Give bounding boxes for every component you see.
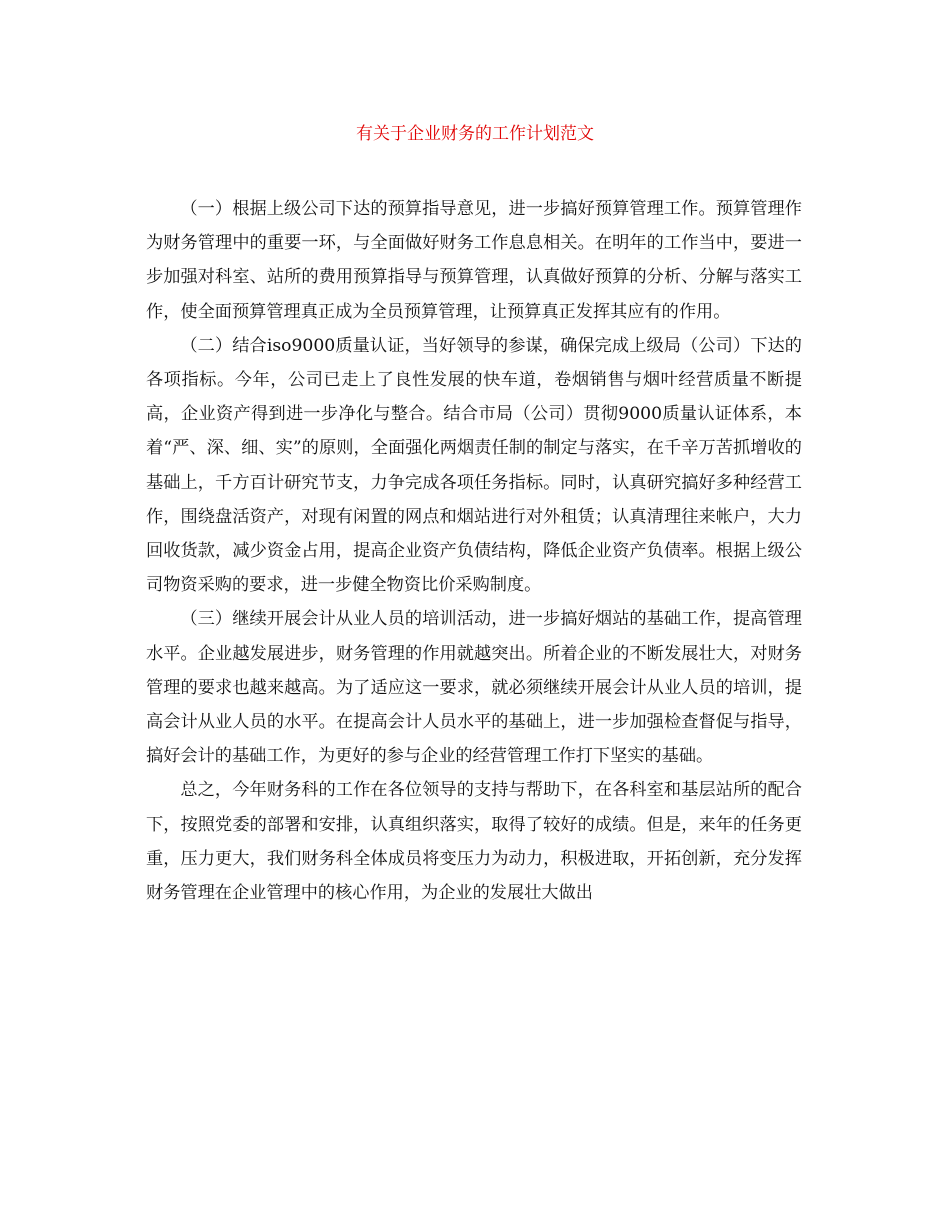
paragraph-accountant-training: （三）继续开展会计从业人员的培训活动，进一步搞好烟站的基础工作，提高管理水平。企业越发展进步，财务管理的作用就越突出。所着企业的不断发展壮大，对财务管理的要求也越来越高。为了适应这一要求，就必须继续开展会计从业人员的培训，提高会计从业人员的水平。在提高会计人员水平的基础上，进一步加强检查督促与指导，搞好会计的基础工作，为更好的参与企业的经营管理工作打下坚实的基础。 bbox=[146, 609, 802, 767]
paragraph-quality-certification: （二）结合iso9000质量认证，当好领导的参谋，确保完成上级局（公司）下达的各项指标。今年，公司已走上了良性发展的快车道，卷烟销售与烟叶经营质量不断提高，企业资产得到进一步净化与整合。结合市局（公司）贯彻9000质量认证体系，本着“严、深、细、实”的原则，全面强化两烟责任制的制定与落实，在千辛万苦抓增收的基础上，千方百计研究节支，力争完成各项任务指标。同时，认真研究搞好多种经营工作，围绕盘活资产，对现有闲置的网点和烟站进行对外租赁；认真清理往来帐户，大力回收货款，减少资金占用，提高企业资产负债结构，降低企业资产负债率。根据上级公司物资采购的要求，进一步健全物资比价采购制度。 bbox=[146, 335, 802, 596]
paragraph-summary: 总之，今年财务科的工作在各位领导的支持与帮助下，在各科室和基层站所的配合下，按照党委的部署和安排，认真组织落实，取得了较好的成绩。但是，来年的任务更重，压力更大，我们财务科全体成员将变压力为动力，积极进取，开拓创新，充分发挥财务管理在企业管理中的核心作用，为企业的发展壮大做出 bbox=[146, 780, 802, 904]
document-body bbox=[146, 192, 802, 910]
paragraph-budget-management: （一）根据上级公司下达的预算指导意见，进一步搞好预算管理工作。预算管理作为财务管理中的重要一环，与全面做好财务工作息息相关。在明年的工作当中，要进一步加强对科室、站所的费用预算指导与预算管理，认真做好预算的分析、分解与落实工作，使全面预算管理真正成为全员预算管理，让预算真正发挥其应有的作用。 bbox=[146, 199, 802, 322]
document-title: 有关于企业财务的工作计划范文 bbox=[356, 124, 594, 144]
